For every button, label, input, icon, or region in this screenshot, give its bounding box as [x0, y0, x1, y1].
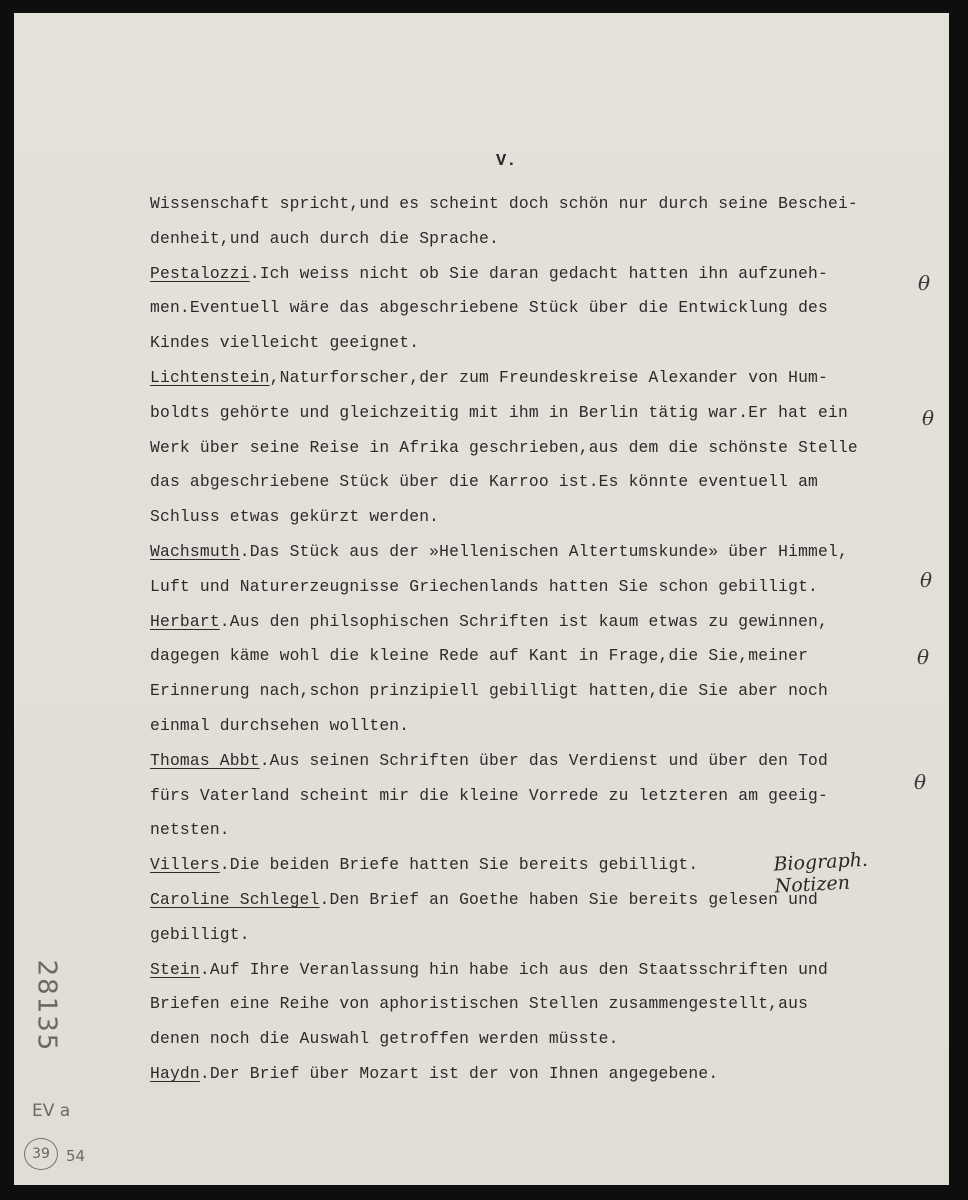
margin-check-mark: θ [922, 406, 935, 430]
text-line [150, 786, 828, 806]
text-line [150, 194, 858, 214]
line-text: Erinnerung nach,schon prinzipiell gebilligt hatten,die Sie aber noch [150, 681, 828, 701]
text-line [150, 925, 250, 945]
line-text: men.Eventuell wäre das abgeschriebene Stück über die Entwicklung des [150, 298, 828, 318]
text-line [150, 612, 828, 632]
text-line [150, 264, 828, 284]
text-line [150, 438, 858, 458]
line-text: netsten. [150, 820, 230, 840]
person-name: Herbart [150, 611, 220, 631]
text-line [150, 542, 848, 562]
text-line [150, 229, 499, 249]
archive-folio: 54 [66, 1147, 86, 1165]
line-text: denen noch die Auswahl getroffen werden müsste. [150, 1029, 619, 1049]
archive-shelf-mark: EV a [32, 1101, 71, 1121]
text-line [150, 472, 818, 492]
margin-check-mark: θ [917, 645, 930, 669]
page-number: V. [496, 152, 517, 171]
person-name: Villers [150, 855, 220, 875]
circled-number: 39 [24, 1138, 58, 1170]
handwritten-note: Biograph. Notizen [772, 848, 869, 898]
text-line [150, 507, 439, 527]
margin-check-mark: θ [914, 770, 927, 794]
line-text: ,Naturforscher,der zum Freundeskreise Alexander von Hum- [269, 368, 828, 387]
line-text: das abgeschriebene Stück über die Karroo ist.Es könnte eventuell am [150, 472, 819, 492]
text-line [150, 333, 419, 353]
text-line [150, 368, 828, 388]
line-text: .Ich weiss nicht ob Sie daran gedacht hatten ihn aufzuneh- [249, 263, 828, 283]
text-line [150, 960, 828, 980]
line-text: .Aus den philsophischen Schriften ist kaum etwas zu gewinnen, [219, 611, 828, 631]
line-text: .Den Brief an Goethe haben Sie bereits gelesen und [319, 890, 819, 909]
person-name: Haydn [150, 1064, 200, 1083]
line-text: Schluss etwas gekürzt werden. [150, 507, 440, 527]
line-text: gebilligt. [150, 924, 250, 944]
text-line [150, 646, 808, 666]
person-name: Lichtenstein [150, 368, 270, 387]
text-line [150, 820, 230, 840]
person-name: Wachsmuth [150, 542, 240, 561]
margin-check-mark: θ [918, 271, 931, 295]
line-text: .Der Brief über Mozart ist der von Ihnen angegebene. [199, 1064, 719, 1083]
line-text: .Aus seinen Schriften über das Verdienst und über den Tod [259, 750, 828, 770]
text-line [150, 577, 818, 597]
line-text: einmal durchsehen wollten. [150, 716, 410, 735]
margin-check-mark: θ [920, 568, 933, 592]
line-text: fürs Vaterland scheint mir die kleine Vorrede zu letzteren am geeig- [150, 785, 828, 805]
person-name: Pestalozzi [150, 263, 250, 283]
line-text: Luft und Naturerzeugnisse Griechenlands hatten Sie schon gebilligt. [150, 576, 819, 596]
line-text: Kindes vielleicht geeignet. [150, 333, 420, 353]
text-line [150, 751, 828, 771]
person-name: Stein [150, 959, 200, 979]
text-line [150, 403, 848, 423]
text-line [150, 716, 409, 736]
archive-vertical-number: 28135 [31, 959, 62, 1053]
text-line [150, 681, 828, 701]
line-text: Wissenschaft spricht,und es scheint doch schön nur durch seine Beschei- [150, 194, 858, 213]
text-line [150, 855, 698, 875]
line-text: Briefen eine Reihe von aphoristischen Stellen zusammengestellt,aus [150, 994, 809, 1014]
line-text: .Die beiden Briefe hatten Sie bereits gebilligt. [219, 855, 699, 875]
text-line [150, 890, 818, 910]
person-name: Thomas Abbt [150, 750, 260, 770]
person-name: Caroline Schlegel [150, 890, 320, 909]
line-text: .Auf Ihre Veranlassung hin habe ich aus den Staatsschriften und [199, 959, 828, 979]
text-line [150, 1064, 718, 1084]
line-text: denheit,und auch durch die Sprache. [150, 228, 499, 248]
text-line [150, 994, 808, 1014]
document-page [14, 13, 949, 1185]
line-text: Werk über seine Reise in Afrika geschrieben,aus dem die schönste Stelle [150, 437, 858, 457]
line-text: boldts gehörte und gleichzeitig mit ihm in Berlin tätig war.Er hat ein [150, 402, 848, 422]
line-text: .Das Stück aus der »Hellenischen Altertumskunde» über Himmel, [239, 542, 848, 561]
text-line [150, 298, 828, 318]
line-text: dagegen käme wohl die kleine Rede auf Kant in Frage,die Sie,meiner [150, 646, 809, 666]
text-line [150, 1029, 619, 1049]
